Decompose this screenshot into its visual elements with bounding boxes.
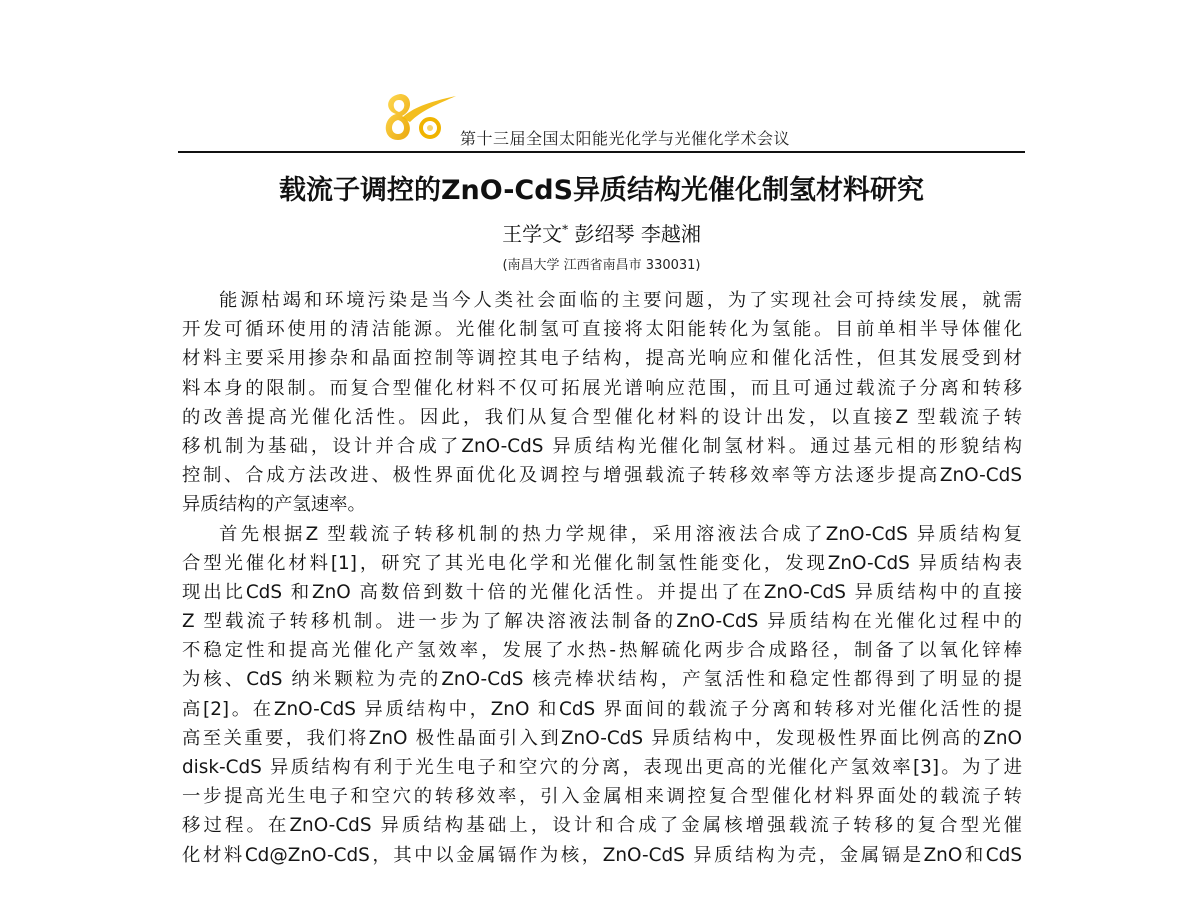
text-line: 开发可循环使用的清洁能源。光催化制氢可直接将太阳能转化为氢能。目前单相半导体催化 [182, 319, 1022, 341]
text-line: 材料主要采用掺杂和晶面控制等调控其电子结构，提高光响应和催化活性，但其发展受到材 [182, 348, 1022, 370]
paragraph-1 [182, 286, 1022, 520]
anniversary-logo-icon [378, 88, 458, 146]
author-name: 彭绍琴 [574, 222, 635, 246]
header-divider [178, 151, 1025, 153]
text-line: 控制、合成方法改进、极性界面优化及调控与增强载流子转移效率等方法逐步提高ZnO-CdS [182, 465, 1022, 487]
conference-title: 第十三届全国太阳能光化学与光催化学术会议 [460, 129, 791, 148]
text-line: 移机制为基础，设计并合成了ZnO-CdS 异质结构光催化制氢材料。通过基元相的形貌结构 [182, 435, 1022, 457]
paper-title: 载流子调控的ZnO-CdS异质结构光催化制氢材料研究 [278, 175, 925, 206]
text-line: disk-CdS 异质结构有利于光生电子和空穴的分离，表现出更高的光催化产氢效率[3]。为了进 [182, 757, 1022, 778]
text-line: 一步提高光生电子和空穴的转移效率，引入金属相来调控复合型催化材料界面处的载流子转 [182, 786, 1022, 808]
text-line: 为核、CdS 纳米颗粒为壳的ZnO-CdS 核壳棒状结构，产氢活性和稳定性都得到了明显的提 [182, 669, 1022, 691]
author-name: 王学文 [502, 222, 563, 246]
text-line: 化材料Cd@ZnO-CdS，其中以金属镉作为核，ZnO-CdS 异质结构为壳，金属镉是ZnO和CdS [182, 844, 1022, 866]
text-line: 首先根据Z 型载流子转移机制的热力学规律，采用溶液法合成了ZnO-CdS 异质结构复 [219, 523, 1022, 545]
text-line: 高至关重要，我们将ZnO 极性晶面引入到ZnO-CdS 异质结构中，发现极性界面比例高的ZnO [182, 727, 1022, 749]
paragraph-2 [182, 520, 1022, 870]
corresponding-author-mark: * [562, 222, 569, 237]
author-list [178, 218, 1025, 247]
text-line: Z 型载流子转移机制。进一步为了解决溶液法制备的ZnO-CdS 异质结构在光催化过程中的 [182, 611, 1022, 633]
text-line: 移过程。在ZnO-CdS 异质结构基础上，设计和合成了金属核增强载流子转移的复合型光催 [182, 815, 1022, 837]
text-line: 现出比CdS 和ZnO 高数倍到数十倍的光催化活性。并提出了在ZnO-CdS 异质结构中的直接 [182, 581, 1022, 603]
text-line: 能源枯竭和环境污染是当今人类社会面临的主要问题，为了实现社会可持续发展，就需 [219, 290, 1022, 311]
text-line: 的改善提高光催化活性。因此，我们从复合型催化材料的设计出发，以直接Z 型载流子转 [182, 406, 1022, 428]
affiliation: (南昌大学 江西省南昌市 330031) [502, 258, 701, 273]
text-line: 合型光催化材料[1]，研究了其光电化学和光催化制氢性能变化，发现ZnO-CdS 异质结构表 [182, 552, 1022, 574]
text-line: 高[2]。在ZnO-CdS 异质结构中，ZnO 和CdS 界面间的载流子分离和转移对光催化活性的提 [182, 698, 1022, 720]
text-line: 料本身的限制。而复合型催化材料不仅可拓展光谱响应范围，而且可通过载流子分离和转移 [182, 377, 1022, 399]
author-name: 李越湘 [640, 222, 701, 246]
text-line: 异质结构的产氢速率。 [182, 494, 366, 516]
text-line: 不稳定性和提高光催化产氢效率，发展了水热-热解硫化两步合成路径，制备了以氧化锌棒 [182, 640, 1022, 662]
body-text [182, 286, 1022, 870]
